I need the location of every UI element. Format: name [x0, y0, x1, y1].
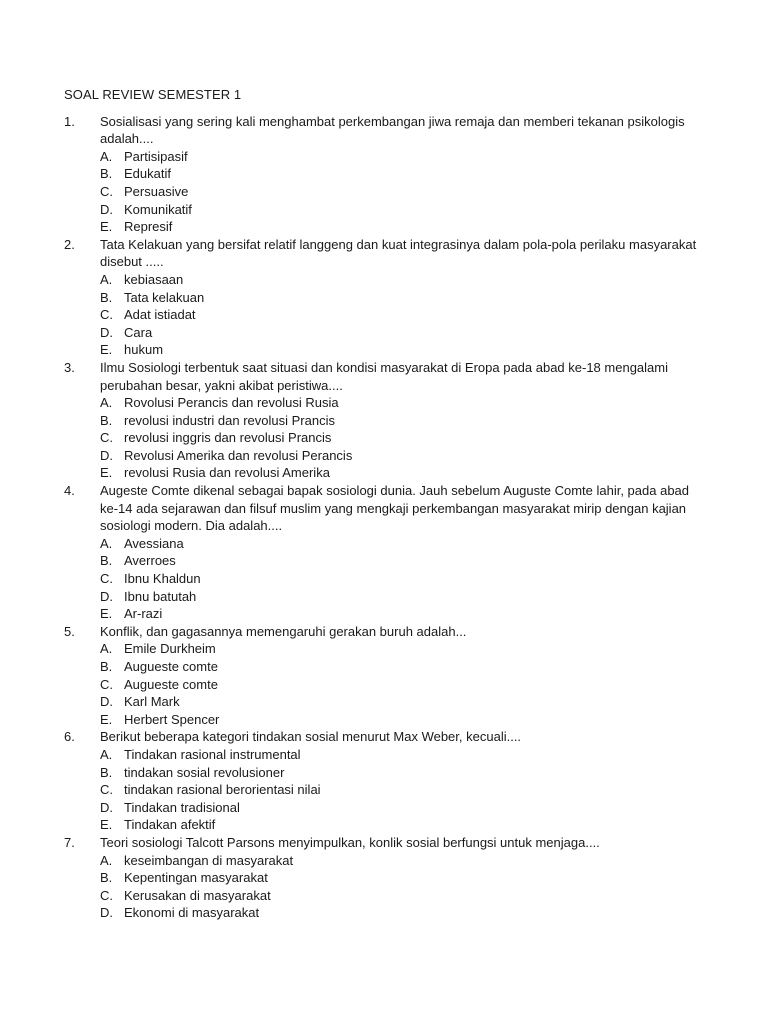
option-letter: C. — [100, 676, 113, 692]
answer-option — [100, 165, 704, 183]
option-letter: D. — [100, 799, 113, 815]
question-item — [64, 113, 704, 236]
option-text: kebiasaan — [124, 271, 184, 287]
option-text: Averroes — [124, 553, 176, 569]
option-text: Partisipasif — [124, 148, 188, 164]
answer-option — [100, 464, 704, 482]
option-text: Ekonomi di masyarakat — [124, 905, 260, 921]
option-letter: C. — [100, 782, 113, 798]
option-text: Tindakan tradisional — [124, 799, 240, 815]
option-text: Herbert Spencer — [124, 711, 220, 727]
answer-option — [100, 764, 704, 782]
question-number: 2. — [64, 236, 75, 252]
option-letter: A. — [100, 641, 113, 657]
option-letter: C. — [100, 887, 113, 903]
question-text: Sosialisasi yang sering kali menghambat perkembangan jiwa remaja dan memberi tekanan psikologis adalah.... — [100, 113, 685, 147]
question-item — [64, 728, 704, 834]
option-letter: E. — [100, 711, 113, 727]
question-item — [64, 834, 704, 922]
option-letter: A. — [100, 746, 113, 762]
option-letter: B. — [100, 289, 113, 305]
answer-option — [100, 588, 704, 606]
question-number: 6. — [64, 729, 75, 745]
option-text: hukum — [124, 342, 164, 358]
answer-option — [100, 306, 704, 324]
answer-options — [100, 148, 704, 236]
answer-option — [100, 429, 704, 447]
answer-option — [100, 394, 704, 412]
option-letter: B. — [100, 870, 113, 886]
answer-option — [100, 218, 704, 236]
answer-option — [100, 869, 704, 887]
answer-option — [100, 816, 704, 834]
answer-option — [100, 447, 704, 465]
option-letter: C. — [100, 183, 113, 199]
answer-options — [100, 852, 704, 922]
option-text: Avessiana — [124, 535, 184, 551]
option-text: Ibnu Khaldun — [124, 571, 201, 587]
question-text: Tata Kelakuan yang bersifat relatif langgeng dan kuat integrasinya dalam pola-pola perilaku masyarakat disebut ..... — [100, 236, 697, 270]
option-text: revolusi Rusia dan revolusi Amerika — [124, 465, 330, 481]
option-text: Augueste comte — [124, 659, 218, 674]
answer-options — [100, 746, 704, 834]
option-letter: E. — [100, 817, 113, 833]
question-item — [64, 482, 704, 623]
question-item — [64, 236, 704, 359]
document-title: SOAL REVIEW SEMESTER 1 — [64, 87, 242, 102]
answer-option — [100, 201, 704, 219]
question-text: Ilmu Sosiologi terbentuk saat situasi dan kondisi masyarakat di Eropa pada abad ke-18 mengalami perubahan besar, yakni akibat peristiwa.... — [100, 359, 668, 393]
option-text: Tata kelakuan — [124, 289, 205, 305]
option-text: Ar-razi — [124, 606, 163, 622]
answer-option — [100, 605, 704, 623]
question-number: 4. — [64, 483, 75, 499]
option-letter: A. — [100, 852, 113, 868]
answer-option — [100, 183, 704, 201]
option-text: Ibnu batutah — [124, 588, 197, 604]
option-letter: E. — [100, 465, 113, 481]
answer-option — [100, 570, 704, 588]
option-letter: D. — [100, 324, 113, 340]
answer-option — [100, 904, 704, 922]
option-letter: C. — [100, 307, 113, 323]
option-letter: E. — [100, 219, 113, 235]
option-text: Adat istiadat — [124, 307, 196, 323]
question-list — [64, 113, 704, 922]
option-letter: E. — [100, 342, 113, 358]
option-text: Rovolusi Perancis dan revolusi Rusia — [124, 395, 339, 411]
answer-option — [100, 746, 704, 764]
option-letter: E. — [100, 606, 113, 622]
answer-options — [100, 640, 704, 728]
option-text: tindakan sosial revolusioner — [124, 764, 285, 780]
option-text: Karl Mark — [124, 694, 180, 710]
answer-option — [100, 535, 704, 553]
answer-option — [100, 412, 704, 430]
answer-option — [100, 852, 704, 870]
option-text: Komunikatif — [124, 201, 192, 217]
question-number: 1. — [64, 113, 75, 129]
option-letter: B. — [100, 412, 113, 428]
option-letter: A. — [100, 395, 113, 411]
answer-option — [100, 781, 704, 799]
answer-option — [100, 658, 704, 676]
option-letter: D. — [100, 201, 113, 217]
answer-options — [100, 271, 704, 359]
option-text: Kerusakan di masyarakat — [124, 887, 271, 903]
option-letter: A. — [100, 271, 113, 287]
option-text: Kepentingan masyarakat — [124, 870, 268, 886]
option-letter: D. — [100, 694, 113, 710]
option-letter: C. — [100, 571, 113, 587]
option-text: Tindakan afektif — [124, 817, 216, 833]
answer-option — [100, 271, 704, 289]
option-text: keseimbangan di masyarakat — [124, 852, 294, 868]
option-letter: B. — [100, 659, 113, 674]
answer-option — [100, 640, 704, 658]
option-letter: C. — [100, 430, 113, 446]
document-content — [64, 86, 704, 922]
answer-option — [100, 887, 704, 905]
question-number: 5. — [64, 623, 75, 639]
answer-option — [100, 693, 704, 711]
answer-options — [100, 535, 704, 623]
answer-options — [100, 394, 704, 482]
answer-option — [100, 552, 704, 570]
answer-option — [100, 711, 704, 729]
question-item — [64, 359, 704, 482]
option-text: Augueste comte — [124, 676, 218, 692]
option-text: Tindakan rasional instrumental — [124, 746, 301, 762]
question-text: Berikut beberapa kategori tindakan sosial menurut Max Weber, kecuali.... — [100, 729, 522, 745]
answer-option — [100, 799, 704, 817]
question-number: 7. — [64, 834, 75, 850]
option-letter: A. — [100, 148, 113, 164]
option-letter: D. — [100, 447, 113, 463]
answer-option — [100, 324, 704, 342]
question-text: Teori sosiologi Talcott Parsons menyimpulkan, konlik sosial berfungsi untuk menjaga.... — [100, 834, 600, 850]
option-text: Persuasive — [124, 183, 189, 199]
option-letter: B. — [100, 166, 113, 182]
answer-option — [100, 341, 704, 359]
answer-option — [100, 676, 704, 694]
option-text: revolusi industri dan revolusi Prancis — [124, 412, 335, 428]
option-text: Edukatif — [124, 166, 171, 182]
option-text: revolusi inggris dan revolusi Prancis — [124, 430, 332, 446]
question-text: Augeste Comte dikenal sebagai bapak sosiologi dunia. Jauh sebelum Auguste Comte lahir, pada abad ke-14 ada sejarawan dan filsuf muslim yang mengkaji perkembangan masyarakat mirip dengan kajian sosiologi modern. Dia adalah.... — [100, 483, 690, 534]
option-text: Revolusi Amerika dan revolusi Perancis — [124, 447, 353, 463]
option-text: tindakan rasional berorientasi nilai — [124, 782, 321, 798]
option-letter: D. — [100, 588, 113, 604]
option-letter: A. — [100, 535, 113, 551]
option-letter: B. — [100, 764, 113, 780]
question-number: 3. — [64, 359, 75, 375]
answer-option — [100, 289, 704, 307]
answer-option — [100, 148, 704, 166]
option-text: Emile Durkheim — [124, 641, 216, 657]
option-text: Cara — [124, 324, 153, 340]
option-text: Represif — [124, 219, 173, 235]
question-item — [64, 623, 704, 729]
question-text: Konflik, dan gagasannya memengaruhi gerakan buruh adalah... — [100, 623, 467, 639]
option-letter: B. — [100, 553, 113, 569]
option-letter: D. — [100, 905, 113, 921]
